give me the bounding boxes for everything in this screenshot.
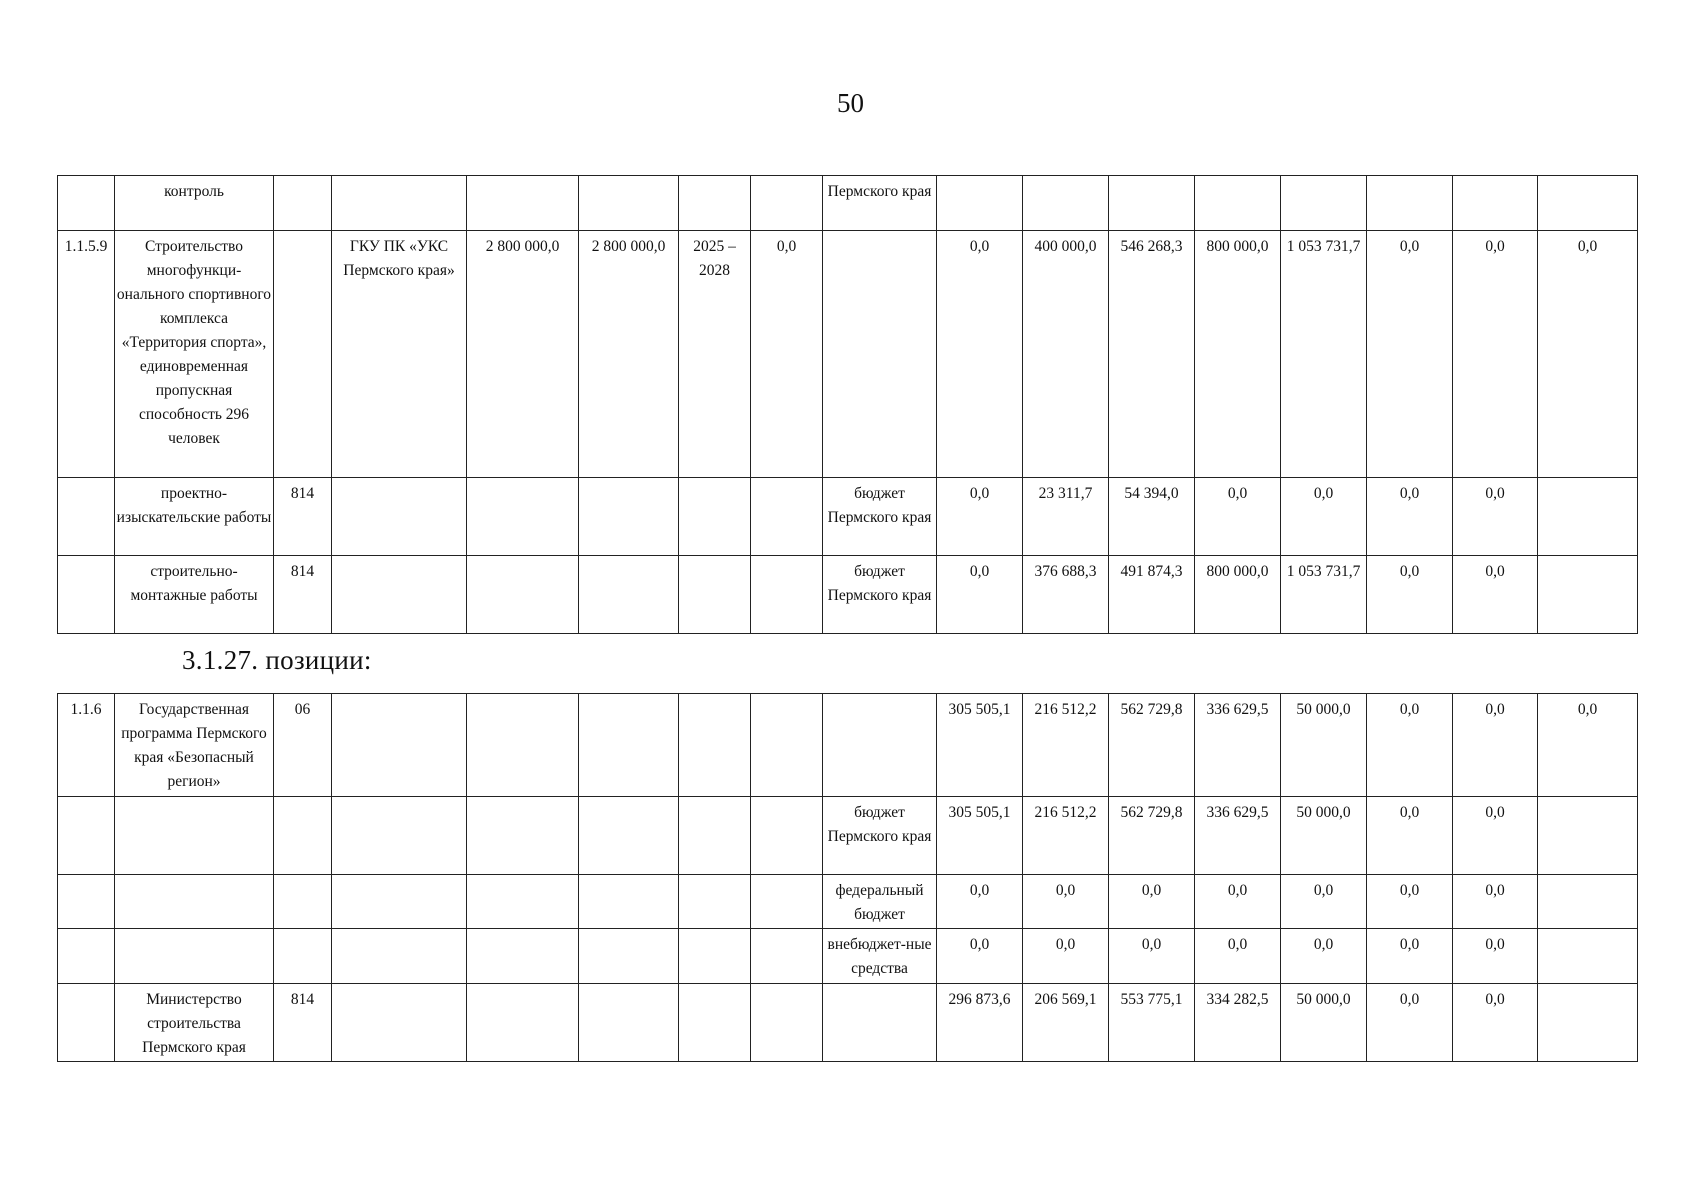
table-cell: 296 873,6	[937, 984, 1023, 1062]
table-cell	[58, 984, 115, 1062]
table-cell: 0,0	[1195, 875, 1281, 929]
table-cell: 814	[274, 478, 332, 556]
table-cell: 0,0	[937, 478, 1023, 556]
table-cell	[274, 176, 332, 231]
table-cell: 0,0	[1023, 929, 1109, 984]
table-cell: 0,0	[1023, 875, 1109, 929]
table-cell	[1023, 176, 1109, 231]
table-cell: 0,0	[1195, 478, 1281, 556]
table-cell: 2025 – 2028	[679, 231, 751, 478]
table-cell: 0,0	[1195, 929, 1281, 984]
table-cell: 0,0	[1281, 929, 1367, 984]
table-cell	[274, 231, 332, 478]
table-cell: 0,0	[937, 929, 1023, 984]
table-cell	[274, 929, 332, 984]
table-cell: федеральный бюджет	[823, 875, 937, 929]
table-row	[58, 231, 1638, 478]
table-cell: 0,0	[1453, 984, 1538, 1062]
table-cell	[679, 984, 751, 1062]
table-cell: 562 729,8	[1109, 694, 1195, 797]
table-cell	[467, 694, 579, 797]
table-cell	[679, 478, 751, 556]
table-cell: бюджет Пермского края	[823, 478, 937, 556]
table-cell: 1 053 731,7	[1281, 231, 1367, 478]
table-cell	[751, 694, 823, 797]
table-cell: 334 282,5	[1195, 984, 1281, 1062]
table-cell: 491 874,3	[1109, 556, 1195, 634]
table-cell: Пермского края	[823, 176, 937, 231]
table-cell	[58, 478, 115, 556]
table-cell	[823, 984, 937, 1062]
table-cell: 376 688,3	[1023, 556, 1109, 634]
table-cell: 2 800 000,0	[579, 231, 679, 478]
table-cell: 54 394,0	[1109, 478, 1195, 556]
table-cell	[679, 176, 751, 231]
table-cell	[58, 176, 115, 231]
table-cell: 0,0	[937, 231, 1023, 478]
table-cell	[1281, 176, 1367, 231]
table-cell: 0,0	[1538, 694, 1638, 797]
table-cell	[579, 694, 679, 797]
table-cell	[1453, 176, 1538, 231]
table-row	[58, 478, 1638, 556]
table-cell: 305 505,1	[937, 694, 1023, 797]
section-title: 3.1.27. позиции:	[182, 645, 372, 675]
table-cell: 305 505,1	[937, 797, 1023, 875]
table-cell	[467, 478, 579, 556]
table-cell	[58, 875, 115, 929]
table-cell: 206 569,1	[1023, 984, 1109, 1062]
table-cell	[751, 478, 823, 556]
table-cell	[332, 556, 467, 634]
table-cell: 814	[274, 556, 332, 634]
table-cell	[751, 929, 823, 984]
table-cell: 1 053 731,7	[1281, 556, 1367, 634]
table-cell	[332, 875, 467, 929]
table-cell	[579, 478, 679, 556]
table-cell	[937, 176, 1023, 231]
table-cell: Министерство строительства Пермского края	[115, 984, 274, 1062]
table-cell: 553 775,1	[1109, 984, 1195, 1062]
table-cell	[579, 984, 679, 1062]
table-cell: 800 000,0	[1195, 231, 1281, 478]
table-cell: 400 000,0	[1023, 231, 1109, 478]
table-cell: 06	[274, 694, 332, 797]
table-cell	[751, 797, 823, 875]
table-cell	[274, 875, 332, 929]
table-cell	[1538, 929, 1638, 984]
table-cell	[332, 478, 467, 556]
table-cell	[467, 556, 579, 634]
table-cell: 216 512,2	[1023, 694, 1109, 797]
table-cell: 336 629,5	[1195, 694, 1281, 797]
table-cell	[1109, 176, 1195, 231]
table-cell: 0,0	[937, 875, 1023, 929]
table-row	[58, 984, 1638, 1062]
table-cell: 562 729,8	[1109, 797, 1195, 875]
table-cell	[1367, 176, 1453, 231]
table-cell	[1538, 797, 1638, 875]
table-cell	[579, 875, 679, 929]
table-cell: 0,0	[1453, 694, 1538, 797]
table-cell	[823, 231, 937, 478]
table-cell	[751, 176, 823, 231]
table-row	[58, 929, 1638, 984]
table-cell: 0,0	[1453, 231, 1538, 478]
table-cell	[332, 176, 467, 231]
table-cell	[115, 797, 274, 875]
table-cell	[1538, 556, 1638, 634]
table-cell: Государственная программа Пермского края «Безопасный регион»	[115, 694, 274, 797]
table-cell	[679, 929, 751, 984]
table-cell: 23 311,7	[1023, 478, 1109, 556]
table-cell: 0,0	[1367, 478, 1453, 556]
table-cell: 0,0	[1281, 478, 1367, 556]
table-cell	[274, 797, 332, 875]
budget-table-positions	[57, 693, 1638, 1062]
table-cell	[679, 797, 751, 875]
table-cell	[1538, 875, 1638, 929]
table-cell	[679, 875, 751, 929]
table-cell: 50 000,0	[1281, 984, 1367, 1062]
table-cell	[579, 176, 679, 231]
table-row	[58, 875, 1638, 929]
table-cell: контроль	[115, 176, 274, 231]
table-cell: 0,0	[1538, 231, 1638, 478]
table-cell: 0,0	[1281, 875, 1367, 929]
table-cell: проектно-изыскательские работы	[115, 478, 274, 556]
table-cell: 0,0	[1453, 875, 1538, 929]
table-cell: 0,0	[1367, 694, 1453, 797]
table-cell	[751, 875, 823, 929]
table-cell: 0,0	[751, 231, 823, 478]
table-cell: 1.1.6	[58, 694, 115, 797]
table-cell: 0,0	[937, 556, 1023, 634]
table-cell	[58, 929, 115, 984]
table-cell: 0,0	[1453, 478, 1538, 556]
table-cell	[823, 694, 937, 797]
table-cell	[467, 875, 579, 929]
table-cell	[332, 797, 467, 875]
table-cell: бюджет Пермского края	[823, 797, 937, 875]
table-row	[58, 797, 1638, 875]
table-row	[58, 556, 1638, 634]
table-cell	[467, 929, 579, 984]
table-cell: 800 000,0	[1195, 556, 1281, 634]
table-cell	[58, 797, 115, 875]
table-cell: 2 800 000,0	[467, 231, 579, 478]
table-cell	[115, 929, 274, 984]
table-cell: 50 000,0	[1281, 694, 1367, 797]
table-cell	[1538, 478, 1638, 556]
table-cell	[579, 556, 679, 634]
table-cell	[115, 875, 274, 929]
table-cell: 0,0	[1453, 929, 1538, 984]
table-cell: внебюджет-ные средства	[823, 929, 937, 984]
table-cell: 1.1.5.9	[58, 231, 115, 478]
table-row	[58, 176, 1638, 231]
table-cell: 50 000,0	[1281, 797, 1367, 875]
table-cell	[751, 556, 823, 634]
table-cell	[579, 797, 679, 875]
table-cell	[467, 984, 579, 1062]
table-cell: 336 629,5	[1195, 797, 1281, 875]
table-cell	[58, 556, 115, 634]
page-number: 50	[837, 88, 864, 118]
table-cell	[467, 176, 579, 231]
table-cell: Строительство многофункци-онального спортивного комплекса «Территория спорта», единовременная пропускная способность 296 человек	[115, 231, 274, 478]
table-cell: 0,0	[1367, 929, 1453, 984]
table-cell	[1538, 176, 1638, 231]
table-cell	[751, 984, 823, 1062]
table-cell	[332, 694, 467, 797]
table-cell	[579, 929, 679, 984]
table-cell: 0,0	[1109, 875, 1195, 929]
table-cell: 546 268,3	[1109, 231, 1195, 478]
table-cell	[679, 694, 751, 797]
table-cell: 0,0	[1453, 797, 1538, 875]
table-row	[58, 694, 1638, 797]
table-cell: 814	[274, 984, 332, 1062]
table-cell: строительно-монтажные работы	[115, 556, 274, 634]
table-cell: 0,0	[1453, 556, 1538, 634]
table-cell: 0,0	[1367, 797, 1453, 875]
table-cell	[467, 797, 579, 875]
table-cell	[679, 556, 751, 634]
table-cell: бюджет Пермского края	[823, 556, 937, 634]
budget-table-continued	[57, 175, 1638, 634]
table-cell: 0,0	[1367, 984, 1453, 1062]
table-cell	[332, 929, 467, 984]
table-cell: 0,0	[1367, 556, 1453, 634]
table-cell: 0,0	[1109, 929, 1195, 984]
table-cell	[332, 984, 467, 1062]
table-cell	[1195, 176, 1281, 231]
table-cell: 0,0	[1367, 875, 1453, 929]
table-cell: ГКУ ПК «УКС Пермского края»	[332, 231, 467, 478]
table-cell	[1538, 984, 1638, 1062]
table-cell: 0,0	[1367, 231, 1453, 478]
table-cell: 216 512,2	[1023, 797, 1109, 875]
